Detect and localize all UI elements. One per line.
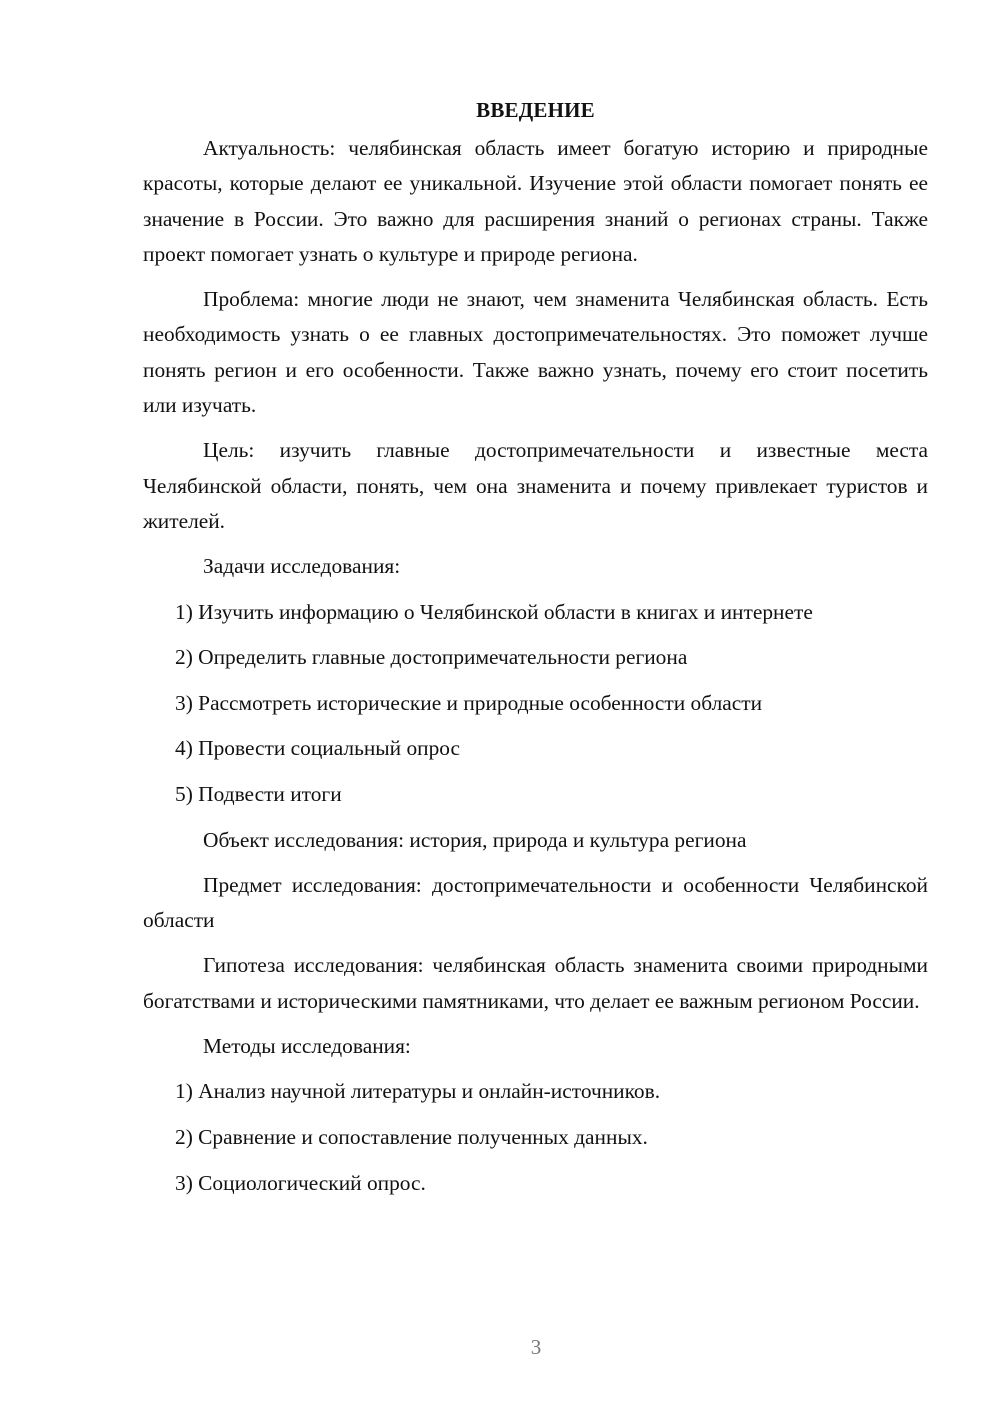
- methods-heading: Методы исследования:: [203, 1034, 411, 1059]
- tasks-list: [143, 595, 928, 813]
- list-item: 2) Определить главные достопримечательности региона: [175, 645, 688, 670]
- list-item: 1) Изучить информацию о Челябинской области в книгах и интернете: [175, 599, 813, 624]
- methods-list: [143, 1074, 928, 1200]
- hypothesis-paragraph: Гипотеза исследования: челябинская область знаменита своими природными богатствами и историческими памятниками, что делает ее важным регионом России.: [143, 953, 928, 1013]
- subject-paragraph: Предмет исследования: достопримечательности и особенности Челябинской области: [143, 872, 928, 933]
- object-paragraph: Объект исследования: история, природа и культура региона: [203, 827, 747, 852]
- goal-paragraph: Цель: изучить главные достопримечательности и известные места Челябинской области, понять, чем она знаменита и почему привлекает туристов и жителей.: [143, 438, 928, 533]
- list-item: 3) Социологический опрос.: [175, 1170, 426, 1195]
- relevance-paragraph: Актуальность: челябинская область имеет богатую историю и природные красоты, которые делают ее уникальной. Изучение этой области помогает понять ее значение в России. Это важно для расширения знаний о регионах страны. Также проект помогает узнать о культуре и природе региона.: [143, 136, 928, 266]
- list-item: 2) Сравнение и сопоставление полученных данных.: [175, 1124, 648, 1149]
- tasks-heading: Задачи исследования:: [203, 554, 401, 579]
- list-item: 5) Подвести итоги: [175, 781, 342, 806]
- list-item: 1) Анализ научной литературы и онлайн-источников.: [175, 1079, 661, 1104]
- list-item: 4) Провести социальный опрос: [175, 736, 461, 761]
- problem-paragraph: Проблема: многие люди не знают, чем знаменита Челябинская область. Есть необходимость узнать о ее главных достопримечательностях. Это поможет лучше понять регион и его особенности. Также важно узнать, почему его стоит посетить или изучать.: [143, 287, 928, 418]
- page-number: 3: [530, 1335, 542, 1359]
- document-page: [143, 94, 928, 1211]
- page-title: ВВЕДЕНИЕ: [476, 98, 595, 122]
- list-item: 3) Рассмотреть исторические и природные особенности области: [175, 690, 763, 715]
